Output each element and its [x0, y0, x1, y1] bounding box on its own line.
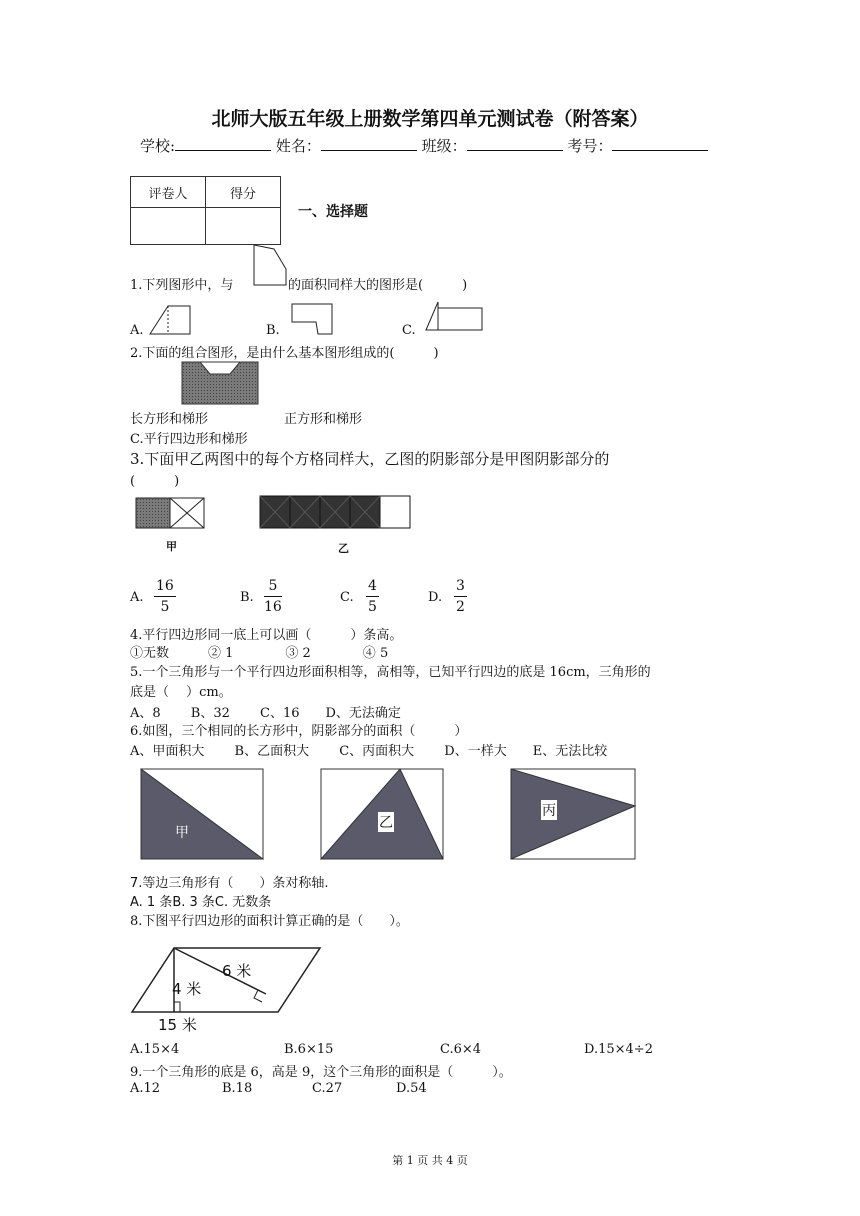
q8-stem: 8.下图平行四边形的面积计算正确的是（ ）。 [130, 914, 409, 929]
q3-option-a-label: A. [130, 590, 144, 605]
q2-stem: 2.下面的组合图形，是由什么基本图形组成的( ) [130, 346, 439, 361]
q1-stem-post: 的面积同样大的图形是( ) [288, 278, 468, 293]
q6-figure-bing [510, 768, 636, 860]
q3-option-c-label: C. [340, 590, 354, 605]
school-label: 学校: [140, 137, 176, 155]
page-title: 北师大版五年级上册数学第四单元测试卷（附答案） [211, 108, 649, 130]
q3-d-numerator: 3 [454, 576, 467, 597]
school-blank[interactable] [175, 136, 271, 151]
score-table [130, 176, 281, 245]
q8-label-4m: 4 米 [172, 980, 202, 998]
q7-stem: 7.等边三角形有（ ）条对称轴. [130, 876, 329, 891]
score-header: 得分 [206, 177, 281, 208]
q3-option-d-label: D. [428, 590, 443, 605]
q8-option-a[interactable]: A.15×4 [130, 1042, 180, 1057]
q3-label-yi: 乙 [338, 542, 349, 555]
q6-options[interactable]: A、甲面积大 B、乙面积大 C、丙面积大 D、一样大 E、无法比较 [130, 744, 608, 759]
q3-c-denominator: 5 [368, 599, 377, 615]
q3-a-denominator: 5 [160, 599, 170, 615]
q3-option-d-fraction[interactable] [454, 576, 467, 617]
name-label: 姓名： [275, 137, 321, 155]
class-label: 班级： [421, 137, 467, 155]
q7-options[interactable]: A. 1 条B. 3 条C. 无数条 [130, 895, 272, 910]
q8-option-b[interactable]: B.6×15 [284, 1042, 334, 1057]
student-info-line [140, 135, 708, 156]
q9-option-a[interactable]: A.12 [130, 1081, 161, 1096]
name-blank[interactable] [321, 136, 417, 151]
score-cell[interactable] [206, 208, 281, 245]
grader-cell[interactable] [131, 208, 206, 245]
class-blank[interactable] [467, 136, 563, 151]
q1-option-c-shape[interactable] [422, 300, 486, 334]
q9-option-c[interactable]: C.27 [312, 1081, 343, 1096]
q9-option-b[interactable]: B.18 [222, 1081, 253, 1096]
q2-option-b[interactable]: 正方形和梯形 [284, 412, 363, 427]
q2-option-c[interactable]: C.平行四边形和梯形 [130, 432, 248, 447]
q3-option-b-fraction[interactable] [264, 576, 282, 617]
q9-stem: 9.一个三角形的底是 6，高是 9，这个三角形的面积是（ ）。 [130, 1065, 512, 1080]
q6-stem: 6.如图，三个相同的长方形中，阴影部分的面积（ ） [130, 724, 468, 739]
section-heading-choice: 一、选择题 [298, 204, 368, 220]
grader-header: 评卷人 [131, 177, 206, 208]
q3-b-numerator: 5 [264, 576, 282, 597]
q1-option-a-trapezoid[interactable] [146, 304, 192, 336]
q3-a-numerator: 16 [154, 576, 176, 597]
q3-d-denominator: 2 [456, 599, 465, 615]
q3-option-a-fraction[interactable] [154, 576, 176, 617]
q3-c-numerator: 4 [366, 576, 379, 597]
q8-label-6m: 6 米 [222, 962, 252, 980]
q3-figure-yi [258, 494, 414, 530]
q6-label-bing: 丙 [541, 800, 557, 820]
q3-label-jia: 甲 [166, 540, 177, 553]
q1-option-b-label: B. [266, 323, 280, 338]
number-blank[interactable] [612, 136, 708, 151]
q1-option-c-label: C. [402, 323, 416, 338]
q3-option-c-fraction[interactable] [366, 576, 379, 617]
q5-options[interactable]: A、8 B、32 C、16 D、无法确定 [130, 706, 401, 721]
q3-option-b-label: B. [240, 590, 254, 605]
q2-figure [180, 360, 260, 406]
q4-options[interactable]: ①无数 ② 1 ③ 2 ④ 5 [130, 646, 389, 661]
q4-stem: 4.平行四边形同一底上可以画（ ）条高。 [130, 628, 403, 643]
q1-option-b-shape[interactable] [290, 302, 336, 336]
q1-stem-pre: 1.下列图形中，与 [130, 278, 234, 293]
page-footer: 第 1 页 共 4 页 [392, 1154, 468, 1167]
q9-option-d[interactable]: D.54 [396, 1081, 427, 1096]
q3-figure-jia [134, 496, 208, 530]
q8-label-15m: 15 米 [158, 1016, 197, 1034]
q6-label-yi: 乙 [378, 812, 394, 832]
q1-option-a-label: A. [130, 323, 144, 338]
q5-stem-line1: 5.一个三角形与一个平行四边形面积相等，高相等，已知平行四边的底是 16cm，三角形的 [130, 665, 651, 680]
q3-paren: ( ) [130, 474, 180, 489]
q2-option-a[interactable]: 长方形和梯形 [130, 412, 209, 427]
q3-b-denominator: 16 [264, 599, 282, 615]
number-label: 考号： [567, 137, 613, 155]
q8-option-d[interactable]: D.15×4÷2 [584, 1042, 653, 1057]
q8-option-c[interactable]: C.6×4 [440, 1042, 482, 1057]
q5-stem-line2: 底是（ ）cm。 [130, 685, 232, 700]
q3-stem: 3.下面甲乙两图中的每个方格同样大，乙图的阴影部分是甲图阴影部分的 [130, 450, 610, 468]
q6-label-jia: 甲 [175, 825, 189, 841]
q6-figure-jia [140, 768, 264, 860]
q1-reference-shape [252, 243, 288, 287]
